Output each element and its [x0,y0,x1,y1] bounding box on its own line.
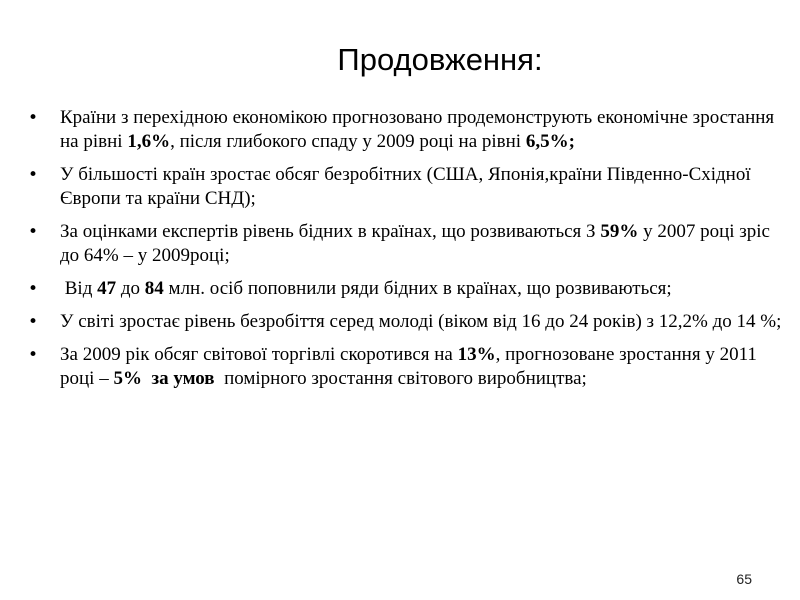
bullet-text-emphasis: 59% [600,221,639,242]
bullet-text [60,344,757,389]
bullet-text-segment: , прогнозоване зростання у 2011 році – [60,344,757,389]
bullet-text-segment: У світі зростає рівень безробіття серед молоді (віком від 16 до 24 років) з 12,2% до 14 %; [60,311,782,332]
bullet-text-emphasis: 84 [144,278,164,299]
bullet-icon: • [28,222,39,242]
bullet-text-emphasis: 13% [457,344,496,365]
bullet-text-segment: млн. осіб поповнили ряди бідних в країнах, що розвиваються; [163,278,672,299]
bullet-text [60,221,770,266]
page-number: 65 [736,571,752,587]
bullet-text-emphasis: 5% за умов [113,368,215,389]
bullet-icon: • [28,165,39,185]
bullet-item [28,163,788,211]
bullet-text-segment: У більшості країн зростає обсяг безробітних (США, Японія,країни Південно-Східної Європи та країни СНД); [60,164,751,209]
bullet-text [60,164,751,209]
bullet-text-segment: За оцінками експертів рівень бідних в країнах, що розвиваються З [60,221,601,242]
bullet-text-segment: помірного зростання світового виробництва; [214,368,587,389]
bullet-text-segment: до [116,278,145,299]
slide-title: Продовження: [337,42,543,77]
bullet-text-emphasis: 1,6% [127,131,171,152]
bullet-text-segment: Від [60,278,98,299]
bullet-text [60,311,781,332]
bullet-text [60,107,774,152]
bullet-icon: • [28,312,39,332]
bullet-text-emphasis: 47 [97,278,117,299]
bullet-text-segment: Країни з перехідною економікою прогнозовано продемонструють економічне зростання на рівні [60,107,775,152]
bullet-item [28,106,788,154]
bullet-list [28,106,788,391]
bullet-item [28,220,788,268]
bullet-icon: • [28,108,39,128]
bullet-text-segment: , після глибокого спаду у 2009 році на рівні [170,131,526,152]
bullet-text [60,278,672,299]
bullet-text-segment: у 2007 році зріс до 64% – у 2009році; [60,221,770,266]
bullet-item [28,343,788,391]
bullet-text-emphasis: 6,5%; [525,131,575,152]
bullet-text-segment: За 2009 рік обсяг світової торгівлі скоротився на [60,344,458,365]
bullet-icon: • [28,345,39,365]
bullet-icon: • [28,279,39,299]
bullet-item [28,310,788,334]
bullet-item [28,277,788,301]
